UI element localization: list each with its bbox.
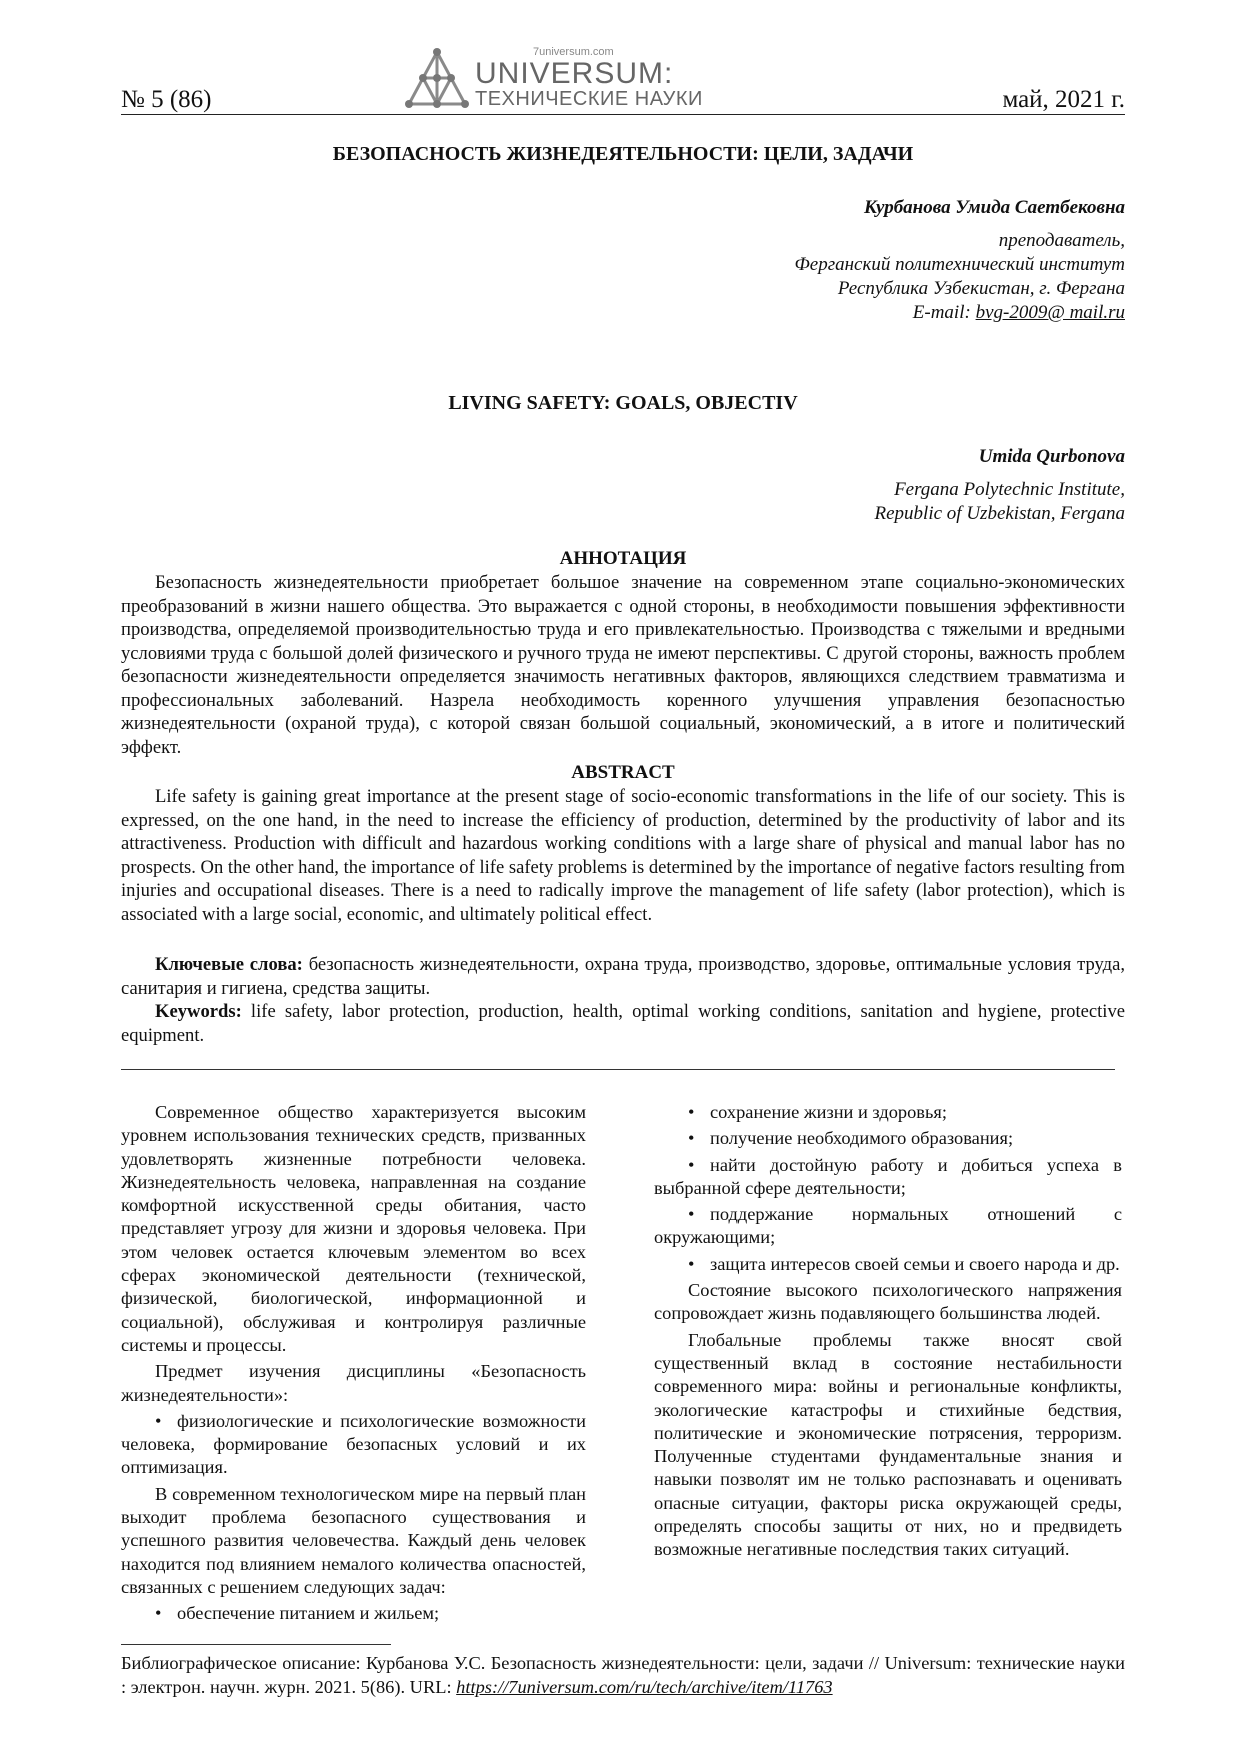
abstract-text: Life safety is gaining great importance at the present stage of socio-economic transformations in the life of our society. This is expressed, on the one hand, in the need to increase the efficiency of production, determined by the productivity of labor and its attractiveness. Production with difficult and hazardous working conditions with a large share of physical and manual labor has no prospects. On the other hand, the importance of life safety problems is determined by the importance of negative factors resulting from injuries and occupational diseases. There is a need to radically improve the management of life safety (labor protection), which is associated with a large social, economic, and ultimately political effect. bbox=[121, 786, 1125, 925]
body-paragraph: Глобальные проблемы также вносят свой существенный вклад в состояние нестабильности современного мира: войны и региональные конфликты, экологические катастрофы и стихийные бедствия, политические и экономические потрясения, терроризм. Полученные студентами фундаментальные знания и навыки позволят им не только распознавать и оценивать опасные ситуации, факторы риска окружающей среды, определять способы защиты от них, но и предвидеть возможные негативные последствия таких ситуаций. bbox=[654, 1329, 1122, 1560]
list-item bbox=[654, 1127, 1122, 1150]
keywords-ru-text: безопасность жизнедеятельности, охрана труда, производство, здоровье, оптимальные условия труда, санитария и гигиена, средства защиты. bbox=[121, 954, 1125, 999]
author-position-ru: преподаватель, bbox=[998, 230, 1125, 251]
keywords-en-label: Keywords: bbox=[155, 1001, 242, 1022]
keywords-en bbox=[121, 1000, 1125, 1047]
email-link[interactable]: bvg-2009@ mail.ru bbox=[975, 302, 1125, 323]
body-paragraph: В современном технологическом мире на первый план выходит проблема безопасного существования и успешного развития человечества. Каждый день человек находится под влиянием немалого количества опасностей, связанных с решением следующих задач: bbox=[121, 1483, 586, 1597]
bullet-icon: • bbox=[688, 1253, 695, 1274]
list-item-text: защита интересов своей семьи и своего народа и др. bbox=[710, 1253, 1120, 1274]
title-en: LIVING SAFETY: GOALS, OBJECTIV bbox=[448, 392, 798, 414]
annotation-text: Безопасность жизнедеятельности приобретает большое значение на современном этапе социально-экономических преобразований в жизни нашего общества. Это выражается с одной стороны, в необходимости повышения эффективности производства, определяемой производительностью труда и его привлекательностью. Производства с тяжелыми и вредными условиями труда с большой долей физического и ручного труда не имеют перспективы. С другой стороны, важность проблем безопасности жизнедеятельности определяется значимость негативных факторов, являющихся следствием травматизма и профессиональных заболеваний. Назрела необходимость коренного улучшения управления безопасностью жизнедеятельности (охраной труда), с которой связан большой социальный, экономический, а в итоге и политический эффект. bbox=[121, 572, 1125, 758]
list-item bbox=[654, 1203, 1122, 1250]
article-url-link[interactable]: https://7universum.com/ru/tech/archive/item/11763 bbox=[456, 1676, 833, 1697]
header-rule bbox=[121, 114, 1125, 115]
logo-site: 7universum.com bbox=[533, 46, 614, 58]
location-en: Republic of Uzbekistan, Fergana bbox=[874, 503, 1125, 524]
body-column-left bbox=[121, 1101, 586, 1629]
bullet-icon: • bbox=[155, 1410, 162, 1431]
keywords-ru-label: Ключевые слова: bbox=[155, 954, 303, 975]
author-en: Umida Qurbonova bbox=[978, 446, 1125, 467]
list-item-text: физиологические и психологические возможности человека, формирование безопасных условий и их оптимизация. bbox=[121, 1410, 586, 1478]
bullet-icon: • bbox=[688, 1204, 695, 1225]
list-item bbox=[654, 1253, 1122, 1276]
body-column-right bbox=[654, 1101, 1122, 1565]
list-item-text: сохранение жизни и здоровья; bbox=[710, 1102, 947, 1122]
footnote bbox=[121, 1652, 1125, 1699]
list-item-text: обеспечение питанием и жильем; bbox=[177, 1603, 440, 1624]
issue-date: май, 2021 г. bbox=[1002, 86, 1125, 113]
footnote-text: Библиографическое описание: Курбанова У.С. Безопасность жизнедеятельности: цели, задачи // Universum: технические науки : электрон. научн. журн. 2021. 5(86). URL: bbox=[121, 1653, 1125, 1697]
list-item bbox=[654, 1154, 1122, 1201]
body-paragraph: Предмет изучения дисциплины «Безопасность жизнедеятельности»: bbox=[121, 1361, 586, 1405]
section-divider bbox=[121, 1069, 1115, 1070]
annotation-heading: АННОТАЦИЯ bbox=[559, 548, 687, 569]
keywords-ru bbox=[121, 953, 1125, 1000]
affiliation-en bbox=[875, 445, 1125, 526]
list-item bbox=[121, 1410, 586, 1480]
footnote-rule bbox=[121, 1644, 391, 1645]
body-paragraph: Состояние высокого психологического напряжения сопровождает жизнь подавляющего большинства людей. bbox=[654, 1280, 1122, 1324]
list-item bbox=[121, 1602, 586, 1625]
institute-en: Fergana Polytechnic Institute, bbox=[894, 479, 1125, 500]
affiliation-ru bbox=[795, 196, 1126, 325]
list-item-text: поддержание нормальных отношений с окружающими; bbox=[654, 1204, 1122, 1248]
bullet-icon: • bbox=[155, 1603, 162, 1624]
body-paragraph: Современное общество характеризуется высоким уровнем использования технических средств, призванных удовлетворять жизненные потребности человека. Жизнедеятельность человека, направленная на создание комфортной искусственной среды обитания, часто представляет угрозу для жизни и здоровья человека. При этом человек остается ключевым элементом во всех сферах экономической деятельности (технической, физической, биологической, информационной и социальной), обслуживая и контролируя различные системы и процессы. bbox=[121, 1102, 586, 1355]
logo-subtitle: ТЕХНИЧЕСКИЕ НАУКИ bbox=[475, 88, 703, 110]
bullet-icon: • bbox=[688, 1102, 695, 1122]
email-line bbox=[795, 301, 1126, 325]
journal-logo bbox=[405, 46, 735, 112]
keywords-en-text: life safety, labor protection, production, health, optimal working conditions, sanitation and hygiene, protective equipment. bbox=[121, 1001, 1125, 1046]
list-item-text: найти достойную работу и добиться успеха в выбранной сфере деятельности; bbox=[654, 1154, 1122, 1198]
author-ru: Курбанова Умида Саетбековна bbox=[863, 197, 1125, 218]
list-item-text: получение необходимого образования; bbox=[710, 1128, 1014, 1149]
email-label: E-mail: bbox=[912, 302, 976, 323]
location-ru: Республика Узбекистан, г. Фергана bbox=[837, 278, 1125, 299]
title-ru: БЕЗОПАСНОСТЬ ЖИЗНЕДЕЯТЕЛЬНОСТИ: ЦЕЛИ, ЗАДАЧИ bbox=[332, 143, 914, 165]
institute-ru: Ферганский политехнический институт bbox=[794, 254, 1125, 275]
abstract-heading: ABSTRACT bbox=[571, 762, 675, 783]
issue-number: № 5 (86) bbox=[121, 86, 212, 113]
universum-logo-icon bbox=[405, 48, 469, 110]
bullet-icon: • bbox=[688, 1128, 695, 1149]
bullet-icon: • bbox=[688, 1154, 695, 1175]
logo-title: UNIVERSUM: bbox=[475, 57, 674, 90]
list-item bbox=[654, 1101, 1122, 1124]
